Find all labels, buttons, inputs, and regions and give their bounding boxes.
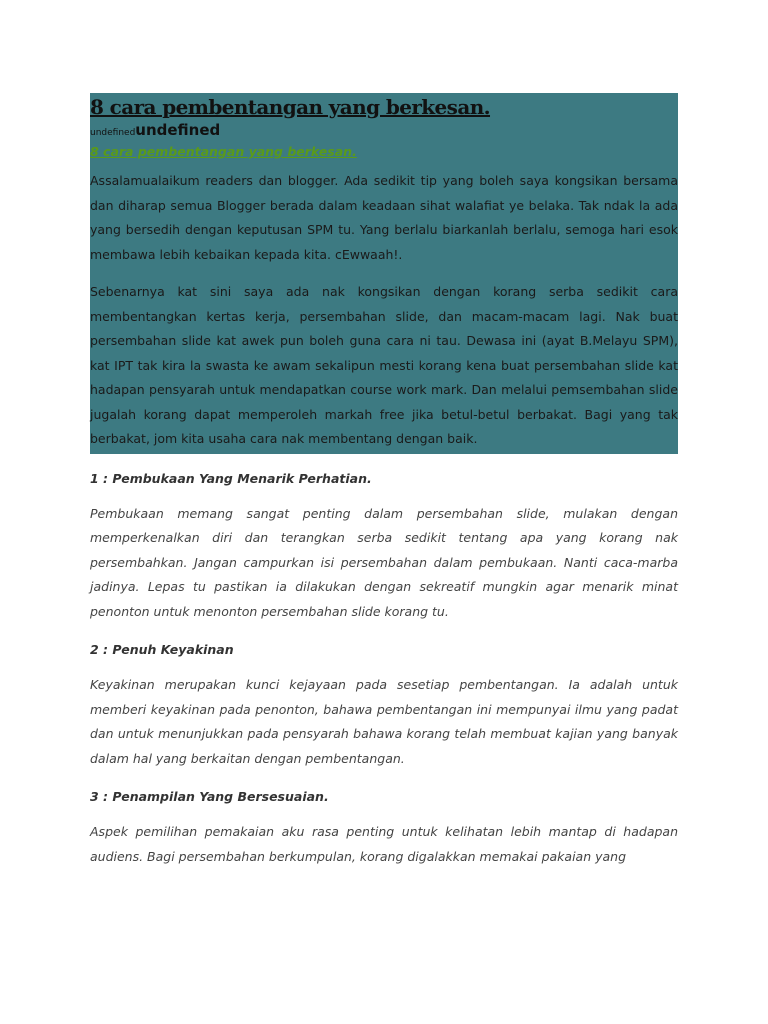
undefined-row [90, 120, 678, 140]
section-heading-3: 3 : Penampilan Yang Bersesuaian. [90, 789, 329, 804]
undefined-small-text: undefined [90, 128, 136, 138]
intro-paragraph-1: Assalamualaikum readers dan blogger. Ada sedikit tip yang boleh saya kongsikan bersama dan diharap semua Blogger berada dalam keadaan sihat walafiat ye belaka. Tak ndak la ada yang bersedih dengan keputusan SPM tu. Yang berlalu biarkanlah berlalu, semoga hari esok membawa lebih kebaikan kepada kita. cEwwaah!. [90, 173, 678, 262]
section-text-3: Aspek pemilihan pemakaian aku rasa penting untuk kelihatan lebih mantap di hadapan audiens. Bagi persembahan berkumpulan, korang digalakkan memakai pakaian yang [90, 824, 678, 864]
section-heading-1: 1 : Pembukaan Yang Menarik Perhatian. [90, 470, 372, 486]
highlighted-block [90, 93, 678, 454]
document-page [90, 93, 678, 869]
article-body [90, 470, 678, 870]
section-text-1: Pembukaan memang sangat penting dalam persembahan slide, mulakan dengan memperkenalkan diri dan terangkan serba sedikit tentang apa yang korang nak persembahkan. Jangan campurkan isi persembahan dalam pembukaan. Nanti caca-marba jadinya. Lepas tu pastikan ia dilakukan dengan sekreatif mungkin agar menarik minat penonton untuk menonton persembahan slide korang tu. [90, 505, 678, 619]
article-title: 8 cara pembentangan yang berkesan. [90, 95, 491, 119]
undefined-big-text: undefined [135, 121, 221, 139]
article-link[interactable]: 8 cara pembentangan yang berkesan. [90, 144, 357, 159]
section-heading-2: 2 : Penuh Keyakinan [90, 642, 234, 657]
section-text-2: Keyakinan merupakan kunci kejayaan pada sesetiap pembentangan. Ia adalah untuk memberi keyakinan pada penonton, bahawa pembentangan ini mempunyai ilmu yang padat dan untuk menunjukkan pada pensyarah bahawa korang telah membuat kajian yang banyak dalam hal yang berkaitan dengan pembentangan. [90, 677, 678, 766]
intro-paragraph-2: Sebenarnya kat sini saya ada nak kongsikan dengan korang serba sedikit cara membentangkan kertas kerja, persembahan slide, dan macam-macam lagi. Nak buat persembahan slide kat awek pun boleh guna cara ni tau. Dewasa ini (ayat B.Melayu SPM), kat IPT tak kira la swasta ke awam sekalipun mesti korang kena buat persembahan slide kat hadapan pensyarah untuk mendapatkan course work mark. Dan melalui pemsembahan slide jugalah korang dapat memperoleh markah free jika betul-betul berbakat. Bagi yang tak berbakat, jom kita usaha cara nak membentang dengan baik. [90, 284, 678, 446]
